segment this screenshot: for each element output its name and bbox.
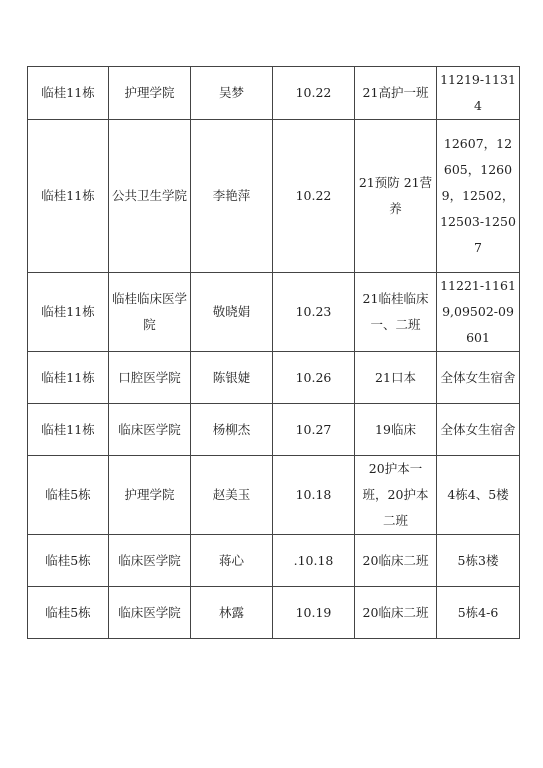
date-cell: 10.27 [273,404,355,456]
date-cell: 10.19 [273,587,355,639]
table-row [28,404,520,456]
college-cell: 临床医学院 [109,587,191,639]
name-cell: 杨柳杰 [191,404,273,456]
class-cell: 21高护一班 [355,67,437,120]
rooms-cell: 11221-11619,09502-09601 [437,273,520,352]
college-cell: 公共卫生学院 [109,120,191,273]
college-cell: 护理学院 [109,67,191,120]
table-row [28,535,520,587]
rooms-cell: 全体女生宿舍 [437,352,520,404]
class-cell: 20临床二班 [355,587,437,639]
building-cell: 临桂11栋 [28,352,109,404]
rooms-cell: 5栋4-6 [437,587,520,639]
rooms-cell: 12607，12605，12609，12502，12503-12507 [437,120,520,273]
name-cell: 吴梦 [191,67,273,120]
rooms-cell: 4栋4、5楼 [437,456,520,535]
date-cell: .10.18 [273,535,355,587]
class-cell: 19临床 [355,404,437,456]
building-cell: 临桂5栋 [28,587,109,639]
class-cell: 20临床二班 [355,535,437,587]
college-cell: 临床医学院 [109,404,191,456]
table-row [28,120,520,273]
table-row [28,456,520,535]
date-cell: 10.23 [273,273,355,352]
building-cell: 临桂5栋 [28,456,109,535]
date-cell: 10.26 [273,352,355,404]
name-cell: 李艳萍 [191,120,273,273]
date-cell: 10.18 [273,456,355,535]
rooms-cell: 5栋3楼 [437,535,520,587]
college-cell: 临床医学院 [109,535,191,587]
table-row [28,352,520,404]
building-cell: 临桂11栋 [28,273,109,352]
schedule-table [27,66,520,639]
college-cell: 临桂临床医学院 [109,273,191,352]
rooms-cell: 11219-11314 [437,67,520,120]
class-cell: 21口本 [355,352,437,404]
date-cell: 10.22 [273,67,355,120]
name-cell: 林露 [191,587,273,639]
building-cell: 临桂5栋 [28,535,109,587]
table-row [28,273,520,352]
building-cell: 临桂11栋 [28,120,109,273]
name-cell: 陈银婕 [191,352,273,404]
name-cell: 敬晓娟 [191,273,273,352]
building-cell: 临桂11栋 [28,67,109,120]
college-cell: 护理学院 [109,456,191,535]
class-cell: 21预防 21营养 [355,120,437,273]
name-cell: 赵美玉 [191,456,273,535]
class-cell: 20护本一班，20护本二班 [355,456,437,535]
table-row [28,67,520,120]
name-cell: 蒋心 [191,535,273,587]
table-row [28,587,520,639]
college-cell: 口腔医学院 [109,352,191,404]
date-cell: 10.22 [273,120,355,273]
rooms-cell: 全体女生宿舍 [437,404,520,456]
building-cell: 临桂11栋 [28,404,109,456]
class-cell: 21临桂临床一、二班 [355,273,437,352]
